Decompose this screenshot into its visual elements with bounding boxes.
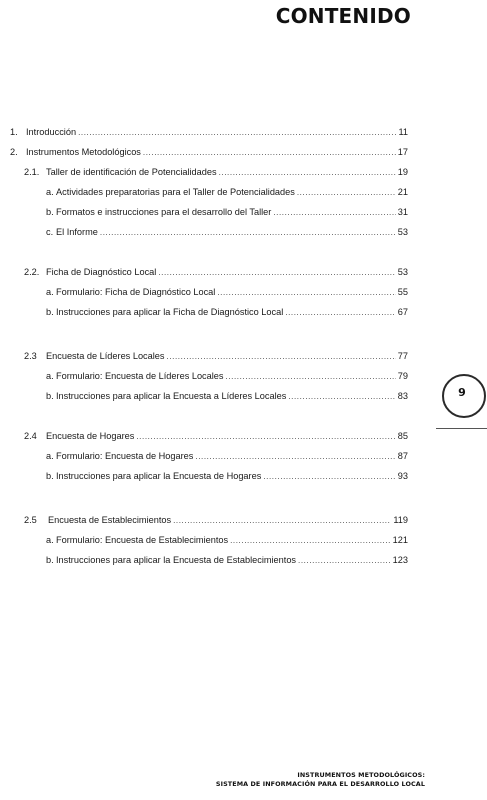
dot-leader xyxy=(298,555,391,567)
dot-leader xyxy=(226,371,396,383)
toc-entry-label: Ficha de Diagnóstico Local xyxy=(46,267,157,277)
toc-entry-label: Instrumentos Metodológicos xyxy=(26,147,141,157)
toc-entry xyxy=(24,514,408,527)
toc-entry xyxy=(46,554,408,567)
toc-entry-page: 11 xyxy=(398,127,408,137)
page-title: CONTENIDO xyxy=(275,4,411,28)
toc-entry-number: a. xyxy=(46,187,54,197)
toc-entry xyxy=(24,350,408,363)
toc-entry-label: Formatos e instrucciones para el desarrollo del Taller xyxy=(56,207,272,217)
toc-entry-label: Encuesta de Líderes Locales xyxy=(46,351,165,361)
toc-entry-label: El Informe xyxy=(56,227,98,237)
toc-entry-page: 93 xyxy=(397,471,408,481)
toc-entry-label: Formulario: Ficha de Diagnóstico Local xyxy=(56,287,216,297)
page-number-tab xyxy=(436,370,487,430)
dot-leader xyxy=(167,351,396,363)
footer-line-1: INSTRUMENTOS METODOLÓGICOS: xyxy=(297,771,425,779)
toc-entry-number: 1. xyxy=(10,127,18,137)
toc-entry-number: 2.4 xyxy=(24,431,37,441)
toc-entry-label: Taller de identificación de Potencialidades xyxy=(46,167,217,177)
toc-entry-number: b. xyxy=(46,471,54,481)
toc-entry-page: 21 xyxy=(397,187,408,197)
toc-entry-page: 87 xyxy=(397,451,408,461)
toc-entry-label: Formulario: Encuesta de Establecimientos xyxy=(56,535,229,545)
toc-entry-page: 119 xyxy=(393,515,408,525)
dot-leader xyxy=(195,451,395,463)
toc-entry-number: a. xyxy=(46,371,54,381)
toc-entry xyxy=(46,390,408,403)
footer-line-2: SISTEMA DE INFORMACIÓN PARA EL DESARROLLO LOCAL xyxy=(215,780,425,788)
toc-entry-page: 19 xyxy=(397,167,408,177)
toc-entry xyxy=(46,470,408,483)
toc-entry-number: b. xyxy=(46,391,54,401)
toc-entry-page: 67 xyxy=(397,307,408,317)
toc-entry-number: a. xyxy=(46,451,54,461)
toc-entry-number: 2.1. xyxy=(24,167,40,177)
dot-leader xyxy=(219,167,396,179)
toc-entry-page: 77 xyxy=(397,351,408,361)
toc-entry-page: 121 xyxy=(392,535,408,545)
toc-entry xyxy=(24,166,408,179)
toc-entry-page: 55 xyxy=(397,287,408,297)
toc-entry-label: Actividades preparatorias para el Taller de Potencialidades xyxy=(56,187,295,197)
dot-leader xyxy=(273,207,395,219)
toc-entry xyxy=(46,186,408,199)
toc-entry-number: 2.5 xyxy=(24,515,37,525)
dot-leader xyxy=(173,515,391,527)
toc-entry-page: 53 xyxy=(397,227,408,237)
dot-leader xyxy=(100,227,396,239)
tab-divider xyxy=(436,428,487,429)
toc-entry-label: Instrucciones para aplicar la Encuesta de Hogares xyxy=(56,471,262,481)
dot-leader xyxy=(263,471,395,483)
page-number: 9 xyxy=(458,386,466,399)
toc-entry-number: a. xyxy=(46,535,54,545)
toc-entry-page: 17 xyxy=(397,147,408,157)
dot-leader xyxy=(297,187,396,199)
toc-entry xyxy=(24,266,408,279)
toc-entry-number: b. xyxy=(46,555,54,565)
toc-entry-label: Formulario: Encuesta de Hogares xyxy=(56,451,194,461)
toc-entry-label: Encuesta de Establecimientos xyxy=(48,515,172,525)
toc-entry xyxy=(46,534,408,547)
toc-entry xyxy=(24,430,408,443)
toc-entry-number: 2.2. xyxy=(24,267,40,277)
dot-leader xyxy=(285,307,396,319)
toc-entry xyxy=(46,226,408,239)
toc-entry xyxy=(10,126,408,139)
toc-entry xyxy=(46,370,408,383)
toc-entry-number: b. xyxy=(46,307,54,317)
toc-entry-number: 2. xyxy=(10,147,18,157)
footer xyxy=(216,771,425,789)
toc-entry-page: 53 xyxy=(397,267,408,277)
toc-entry xyxy=(46,206,408,219)
toc-entry xyxy=(46,306,408,319)
toc-entry-label: Instrucciones para aplicar la Encuesta a Líderes Locales xyxy=(56,391,287,401)
toc-entry-number: 2.3 xyxy=(24,351,37,361)
toc-entry-label: Introducción xyxy=(26,127,77,137)
dot-leader xyxy=(136,431,395,443)
toc-entry-page: 79 xyxy=(397,371,408,381)
toc-entry-label: Instrucciones para aplicar la Ficha de Diagnóstico Local xyxy=(56,307,284,317)
toc-entry-label: Encuesta de Hogares xyxy=(46,431,135,441)
toc-entry-number: b. xyxy=(46,207,54,217)
toc-entry-page: 31 xyxy=(397,207,408,217)
toc-entry-label: Formulario: Encuesta de Líderes Locales xyxy=(56,371,224,381)
toc-entry-number: c. xyxy=(46,227,54,237)
toc-entry xyxy=(10,146,408,159)
dot-leader xyxy=(288,391,395,403)
dot-leader xyxy=(217,287,395,299)
toc-entry-number: a. xyxy=(46,287,54,297)
toc-entry-label: Instrucciones para aplicar la Encuesta de Establecimientos xyxy=(56,555,297,565)
toc-entry-page: 123 xyxy=(392,555,408,565)
toc-entry-page: 83 xyxy=(397,391,408,401)
dot-leader xyxy=(230,535,391,547)
toc-entry xyxy=(46,450,408,463)
dot-leader xyxy=(78,127,396,139)
dot-leader xyxy=(143,147,396,159)
toc-entry xyxy=(46,286,408,299)
toc-entry-page: 85 xyxy=(397,431,408,441)
dot-leader xyxy=(158,267,395,279)
